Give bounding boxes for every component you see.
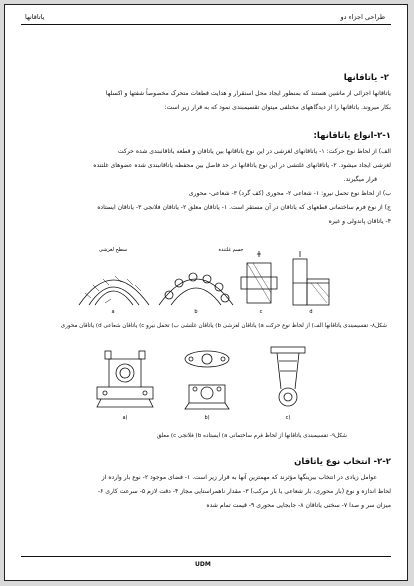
figure-sublabel: a): [122, 415, 128, 421]
paragraph-line: ج) از نوع فرم ساختمانی قطعهای که یاتاقان در آن مستقر است. ۱- یاتاقان معلق ۲- یاتاقان فلانجی ۳- یاتاقان ایستاده: [97, 204, 391, 211]
paragraph-line: ۴- یاتاقان پاندولی و غیره: [328, 218, 391, 225]
footer-rule: [21, 556, 391, 557]
figure-sublabel: b: [194, 309, 198, 313]
axial-bearing-sketch: [293, 251, 329, 305]
figure-label: سطح لغزشی: [98, 247, 128, 253]
paragraph-line: میزان سر و صدا ۷- سختی یاتاقان ۸- جابجایی محوری ۹- قیمت تمام شده: [206, 502, 391, 509]
section-title: ۲-۲- انتخاب نوع یاتاقان: [294, 457, 391, 467]
header-right-title: طراحی اجزاء دو: [340, 13, 385, 21]
paragraph-line: لغزشی ایجاد میشود. ۲- یاتاقانهای غلتشی در این نوع یاتاقانها در حد فاصل بین محفظه یاتاقانبندی شده عضوهای غلتنده: [93, 162, 391, 169]
flange-bearing-sketch: [185, 351, 229, 409]
figure-label: جسم غلتنده: [218, 247, 244, 253]
hanger-bearing-sketch: [271, 347, 305, 406]
section-title: ۲-۱-انواع یاتاقانها:: [313, 131, 391, 141]
figure-8-drawing: [71, 243, 341, 313]
figure-8-caption: شکل۸- تقسیمبندی یاتاقانها الف) از لحاظ نوع حرکت a) یاتاقان لغزشی b) یاتاقان غلتشی ب) تحمل نیرو c) یاتاقان شعاعی d) یاتاقان محوری: [60, 323, 387, 329]
figure-9-caption: شکل۹- تقسیمبندی یاتاقانها از لحاظ فرم ساختمانی a) ایستاده b) فلانجی c) معلق: [156, 433, 347, 439]
figure-sublabel: d: [309, 309, 313, 313]
paragraph-line: الف) از لحاظ نوع حرکت: ۱- یاتاقانهای لغزشی در این نوع یاتاقانها بین یاتاقان و قطعه یاتاقانبندی شده حرکت: [117, 148, 391, 155]
paragraph-line: بکار میروند. یاتاقانها را از دیدگاههای مختلفی میتوان تقسیمبندی نمود که به قرار زیر است:: [164, 104, 391, 111]
paragraph-line: قرار میگیرند.: [343, 176, 377, 183]
figure-sublabel: c): [285, 415, 291, 421]
pillow-block-sketch: [97, 351, 153, 407]
rolling-bearing-sketch: [159, 273, 233, 305]
paragraph-line: یاتاقانها اجزائی از ماشین هستند که بمنظور ایجاد محل استقرار و هدایت قطعات متحرک مخصوصاً شفتها و اکسلها: [105, 90, 391, 97]
radial-bearing-sketch: [241, 251, 277, 303]
figure-sublabel: a: [111, 309, 115, 313]
header-left-title: یاتاقانها: [25, 13, 45, 21]
document-page: [4, 4, 408, 581]
footer-page-label: UDM: [195, 561, 211, 568]
paragraph-line: عوامل زیادی در انتخاب بیرینگها مؤثرند که مهمترین آنها به قرار زیر است. ۱- فضای موجود ۲- نوع بار وارده از: [101, 474, 377, 481]
figure-9-drawing: [85, 341, 325, 421]
figure-sublabel: c: [259, 309, 263, 313]
header-rule: [21, 24, 391, 25]
figure-sublabel: b): [204, 415, 210, 421]
plain-bearing-sketch: [79, 276, 149, 305]
paragraph-line: ب) از لحاظ نوع تحمل نیرو: ۱- شعاعی ۲- محوری (کف گرد) ۳- شعاعی- محوری: [188, 190, 391, 197]
section-title: ۲- یاتاقانها: [343, 73, 389, 83]
paragraph-line: لحاظ اندازه و نوع (بار محوری، بار شعاعی یا بار مرکب) ۳- مقدار ناهمراستایی مجاز ۴- دقت لازم ۵- سرعت کاری ۶-: [97, 488, 391, 495]
